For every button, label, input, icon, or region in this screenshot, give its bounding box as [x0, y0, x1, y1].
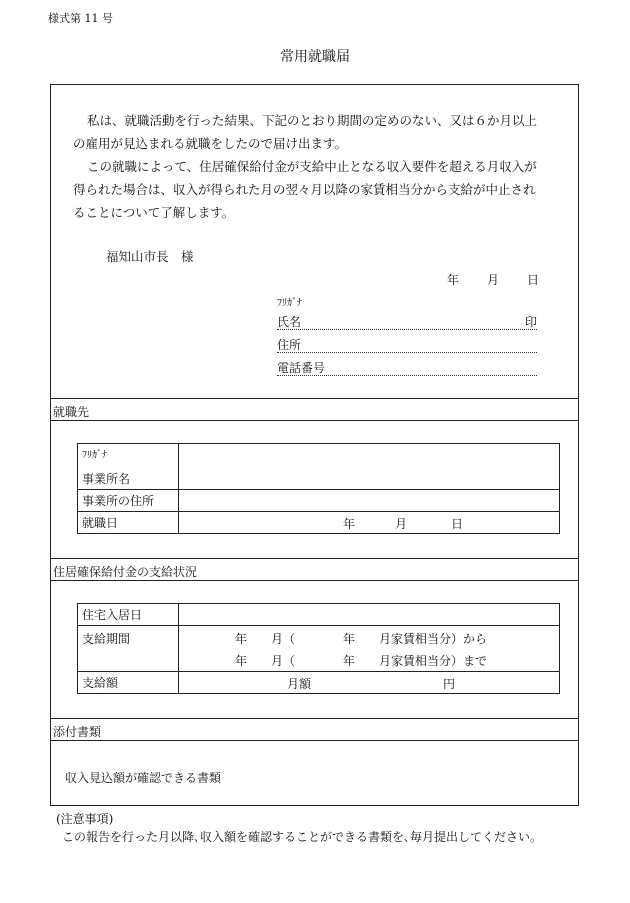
phone-label: 電話番号	[277, 361, 326, 375]
declaration-line: ることについて了解します。	[73, 205, 235, 220]
notes-body: この報告を行った月以降､収入額を確認することができる書類を､毎月提出してください。	[62, 830, 543, 844]
date-day-label: 日	[527, 273, 540, 287]
start-year-label: 年	[343, 517, 356, 531]
address-field[interactable]	[277, 336, 537, 353]
office-address-input[interactable]	[179, 490, 560, 512]
table-row	[78, 672, 560, 694]
divider	[51, 580, 578, 581]
applicant-furigana-label: ﾌﾘｶﾞﾅ	[277, 298, 302, 309]
declaration-line: 得られた場合は、収入が得られた月の翌々月以降の家賃相当分から支給が中止され	[73, 182, 536, 197]
seal-label: 印	[524, 315, 537, 329]
attachment-item: 収入見込額が確認できる書類	[65, 771, 222, 785]
declaration-line: の雇用が見込まれる就職をしたので届け出ます。	[73, 136, 348, 151]
address-label: 住所	[277, 338, 302, 352]
start-date-input[interactable]	[179, 512, 560, 534]
declaration-text	[73, 109, 563, 224]
move-in-date-input[interactable]	[179, 604, 560, 626]
name-label: 氏名	[277, 315, 302, 329]
period-from-line: 年 月（ 年 月家賃相当分）から	[235, 632, 488, 646]
amount-input[interactable]	[179, 672, 560, 694]
notes-title: (注意事項)	[56, 812, 114, 826]
employment-section-title: 就職先	[53, 405, 90, 419]
office-address-label: 事業所の住所	[78, 490, 179, 512]
office-name-label: 事業所名	[82, 472, 131, 486]
benefit-section-title: 住居確保給付金の支給状況	[53, 565, 198, 579]
table-row	[78, 444, 560, 490]
table-row	[78, 490, 560, 512]
table-row	[78, 512, 560, 534]
period-input[interactable]	[179, 626, 560, 672]
page-title: 常用就職届	[280, 49, 350, 65]
declaration-line: この就職によって、住居確保給付金が支給中止となる収入要件を超える月収入が	[87, 159, 537, 174]
office-name-input[interactable]	[179, 444, 560, 490]
period-to-line: 年 月（ 年 月家賃相当分）まで	[235, 654, 488, 668]
office-name-cell	[78, 444, 179, 490]
form-frame	[50, 84, 579, 806]
table-row	[78, 626, 560, 672]
declaration-line: 私は、就職活動を行った結果、下記のとおり期間の定めのない、又は６か月以上	[87, 113, 538, 128]
period-label: 支給期間	[78, 626, 179, 672]
table-row	[78, 604, 560, 626]
divider	[51, 558, 578, 559]
date-year-label: 年	[447, 273, 460, 287]
divider	[51, 740, 578, 741]
amount-label: 支給額	[78, 672, 179, 694]
date-month-label: 月	[487, 273, 500, 287]
yen-label: 円	[443, 677, 456, 691]
divider	[51, 398, 578, 399]
employment-table	[77, 443, 560, 534]
phone-field[interactable]	[277, 359, 537, 376]
move-in-date-label: 住宅入居日	[78, 604, 179, 626]
monthly-label: 月額	[287, 677, 312, 691]
start-month-label: 月	[395, 517, 408, 531]
benefit-table	[77, 603, 560, 694]
office-furigana-label: ﾌﾘｶﾞﾅ	[82, 450, 107, 461]
divider	[51, 420, 578, 421]
name-field[interactable]	[277, 313, 537, 330]
form-number: 様式第 11 号	[48, 12, 113, 25]
addressee: 福知山市長 様	[106, 249, 194, 264]
start-date-label: 就職日	[78, 512, 179, 534]
start-day-label: 日	[451, 517, 464, 531]
attachments-section-title: 添付書類	[53, 725, 102, 739]
divider	[51, 718, 578, 719]
